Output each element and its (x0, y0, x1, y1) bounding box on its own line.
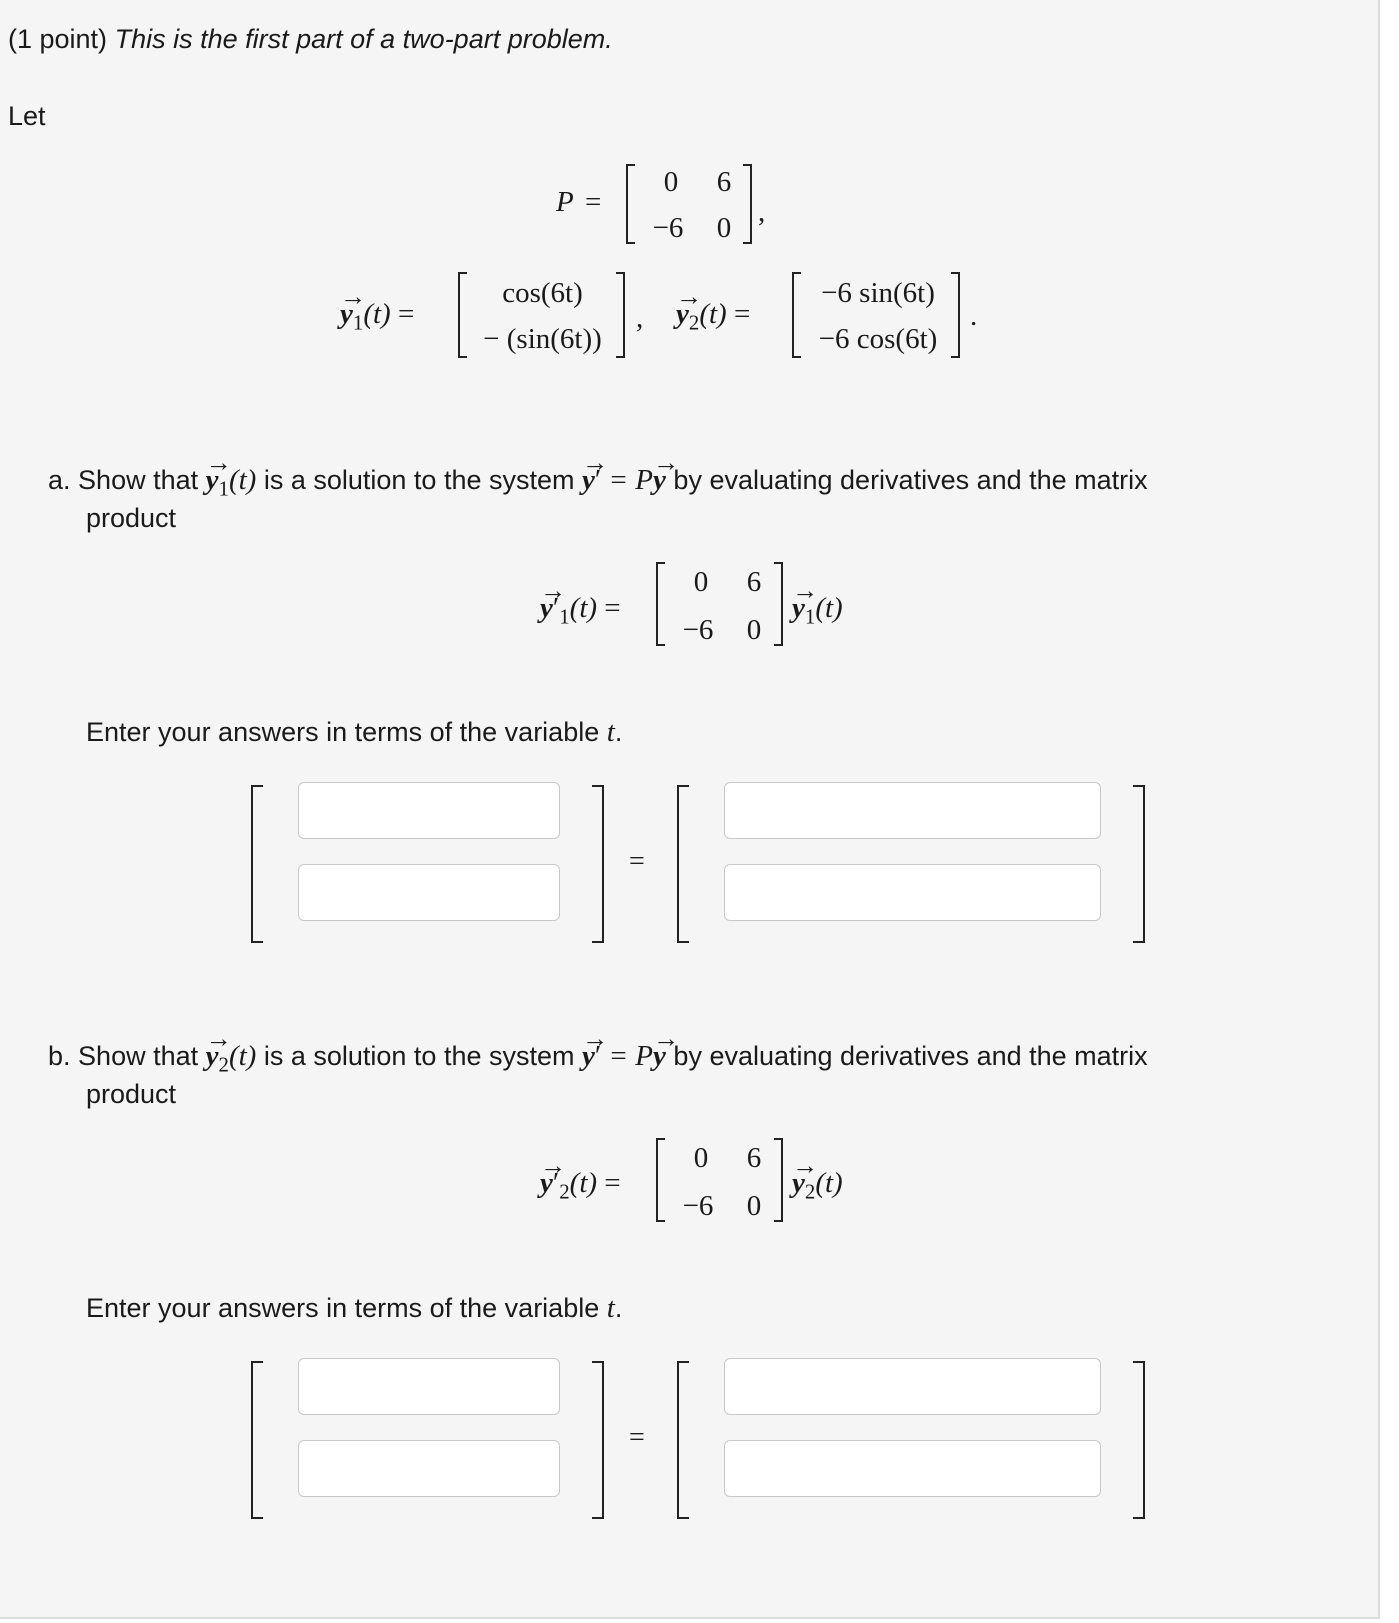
y2-subscript: 2 (688, 310, 700, 335)
y2-vector: → y (676, 298, 689, 331)
y1-entry: cos(6t) (502, 277, 583, 309)
variable-t: t (606, 716, 615, 748)
t-argument: (t) (569, 592, 598, 624)
y1-equals: = (397, 298, 415, 330)
part-b-matrix-cell: 0 (693, 1142, 709, 1174)
part-b-lhs-input-1[interactable] (298, 1358, 560, 1415)
part-b-equals-sign: = (629, 1422, 645, 1453)
p-matrix-cell: 0 (716, 212, 732, 244)
y1-subscript: 1 (804, 604, 816, 629)
y1-definition-label (340, 298, 414, 335)
y2-definition-label (676, 298, 750, 335)
y1-subscript: 1 (218, 476, 229, 501)
p-matrix-cell: 0 (663, 166, 679, 198)
part-b-matrix-cell: 0 (746, 1190, 762, 1222)
y1-right-bracket (616, 272, 625, 358)
equals: = (604, 592, 621, 624)
p-matrix-cell: 6 (716, 166, 732, 198)
p-matrix-right-bracket (743, 164, 752, 244)
t-argument: (t) (815, 592, 843, 624)
part-b-matrix-left-bracket (656, 1138, 665, 1222)
system-equals-p: = P (608, 1040, 654, 1072)
part-b-marker: b. (48, 1041, 71, 1071)
y2-left-bracket (792, 272, 801, 358)
part-a-text: by evaluating derivatives and the matrix (673, 465, 1148, 495)
part-a-rhs-left-bracket (677, 785, 689, 943)
y-vector: → y (653, 464, 666, 497)
part-a-marker: a. (48, 465, 71, 495)
part-a-matrix-right-bracket (774, 562, 783, 646)
y2-equals: = (733, 298, 751, 330)
part-a-matrix-left-bracket (656, 562, 665, 646)
y2-entry: −6 cos(6t) (818, 323, 938, 355)
part-a-text: is a solution to the system (263, 465, 575, 495)
y1-subscript: 1 (559, 604, 570, 629)
y1-comma: , (636, 302, 644, 334)
y1-subscript: 1 (352, 310, 364, 335)
part-a-rhs-input-2[interactable] (724, 864, 1101, 921)
t-argument: (t) (363, 298, 391, 330)
part-a-statement (48, 464, 1148, 501)
p-matrix-left-bracket (626, 164, 635, 244)
y2-vector: → y (792, 1167, 805, 1200)
t-argument: (t) (228, 1040, 257, 1072)
y2-subscript: 2 (804, 1179, 816, 1204)
prime: ′ (594, 464, 602, 496)
problem-intro: This is the first part of a two-part problem. (114, 24, 613, 54)
part-a-instructions (86, 716, 622, 749)
y1-left-bracket (458, 272, 467, 358)
part-b-instructions (86, 1292, 622, 1325)
part-a-text: Show that (78, 465, 199, 495)
system-equals-p: = P (608, 464, 654, 496)
y-vector: → y (653, 1040, 666, 1073)
part-b-rhs-input-2[interactable] (724, 1440, 1101, 1497)
part-a-matrix-cell: 0 (746, 614, 762, 646)
part-a-lhs-input-1[interactable] (298, 782, 560, 839)
part-b-lhs-left-bracket (251, 1361, 263, 1519)
t-argument: (t) (699, 298, 727, 330)
t-argument: (t) (228, 464, 257, 496)
instructions-text: Enter your answers in terms of the variable (86, 717, 600, 747)
y1-vector: → y (206, 464, 219, 497)
part-a-matrix-cell: 0 (693, 566, 709, 598)
part-b-rhs-left-bracket (677, 1361, 689, 1519)
y2-entry: −6 sin(6t) (821, 277, 935, 309)
prime: ′ (594, 1040, 602, 1072)
points-label: (1 point) (8, 24, 108, 54)
y-vector: → y (582, 464, 595, 497)
p-equals: = (585, 186, 602, 218)
y2-right-bracket (951, 272, 960, 358)
equals: = (604, 1167, 621, 1199)
part-a-rhs-input-1[interactable] (724, 782, 1101, 839)
part-b-lhs-right-bracket (592, 1361, 604, 1519)
part-a-equation-rhs-vector (792, 592, 843, 629)
part-a-matrix-cell: 6 (746, 566, 762, 598)
part-a-equation-lhs (540, 592, 621, 629)
part-a-equals-sign: = (629, 846, 645, 877)
part-a-rhs-right-bracket (1133, 785, 1145, 943)
let-label: Let (8, 101, 46, 131)
part-b-matrix-cell: −6 (682, 1190, 714, 1222)
y2-period: . (970, 300, 978, 332)
y1-vector: → y (340, 298, 353, 331)
p-comma: , (758, 196, 766, 228)
part-b-equation-rhs-vector (792, 1167, 843, 1204)
part-b-lhs-input-2[interactable] (298, 1440, 560, 1497)
part-b-text: by evaluating derivatives and the matrix (673, 1041, 1148, 1071)
prime: ′ (552, 592, 560, 624)
p-label: P (556, 186, 574, 218)
prime: ′ (552, 1167, 560, 1199)
problem-header (8, 24, 613, 55)
t-argument: (t) (815, 1167, 843, 1199)
instructions-end: . (614, 717, 623, 747)
part-b-rhs-right-bracket (1133, 1361, 1145, 1519)
y-vector: → y (582, 1040, 595, 1073)
part-a-lhs-left-bracket (251, 785, 263, 943)
part-b-text-continued: product (86, 1079, 177, 1109)
part-b-statement (48, 1040, 1148, 1077)
y2-subscript: 2 (559, 1179, 570, 1204)
y2-vector: → y (540, 1167, 553, 1200)
part-b-matrix-cell: 6 (746, 1142, 762, 1174)
part-b-text: is a solution to the system (263, 1041, 575, 1071)
p-matrix-cell: −6 (652, 212, 684, 244)
part-b-matrix-right-bracket (774, 1138, 783, 1222)
part-b-text: Show that (78, 1041, 199, 1071)
part-a-lhs-input-2[interactable] (298, 864, 560, 921)
part-b-equation-lhs (540, 1167, 621, 1204)
part-a-text-continued: product (86, 503, 177, 533)
y1-entry: − (sin(6t)) (483, 323, 602, 355)
y2-vector: → y (206, 1040, 219, 1073)
y1-vector: → y (540, 592, 553, 625)
part-b-rhs-input-1[interactable] (724, 1358, 1101, 1415)
instructions-end: . (614, 1293, 623, 1323)
part-a-matrix-cell: −6 (682, 614, 714, 646)
variable-t: t (606, 1292, 615, 1324)
t-argument: (t) (569, 1167, 598, 1199)
y2-subscript: 2 (218, 1052, 229, 1077)
part-a-lhs-right-bracket (592, 785, 604, 943)
y1-vector: → y (792, 592, 805, 625)
instructions-text: Enter your answers in terms of the variable (86, 1293, 600, 1323)
